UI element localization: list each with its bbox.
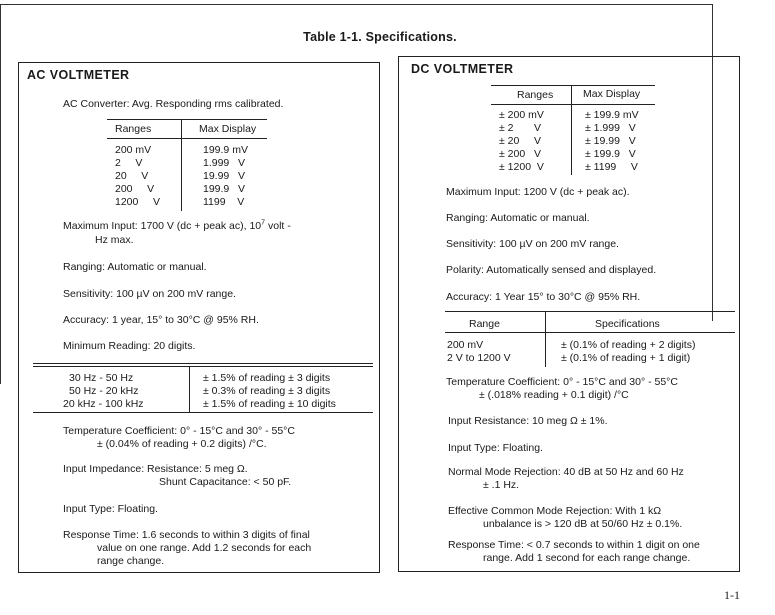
table-rule bbox=[33, 412, 373, 413]
dc-range-cell: ± 200 V bbox=[499, 148, 541, 160]
dc-range-cell: ± 1200 V bbox=[499, 161, 544, 173]
dc-display-cell: ± 199.9 V bbox=[585, 148, 636, 160]
ac-display-cell: 1.999 V bbox=[203, 157, 246, 169]
dc-range-cell: ± 2 V bbox=[499, 122, 541, 134]
ac-ranges-header: Ranges bbox=[115, 123, 152, 135]
ac-max-input-exponent: 7 bbox=[261, 219, 266, 227]
dc-response-time-line2: range. Add 1 second for each range change. bbox=[483, 552, 691, 564]
ac-converter: AC Converter: Avg. Responding rms calibrated. bbox=[63, 98, 284, 110]
dc-voltmeter-panel bbox=[398, 56, 740, 572]
dc-display-cell: ± 19.99 V bbox=[585, 135, 636, 147]
dc-normal-mode-rejection: Normal Mode Rejection: 40 dB at 50 Hz and 60 Hz bbox=[448, 466, 684, 478]
ac-ranging: Ranging: Automatic or manual. bbox=[63, 261, 207, 273]
ac-response-time-line3: range change. bbox=[97, 555, 165, 567]
ac-input-impedance: Input Impedance: Resistance: 5 meg Ω. bbox=[63, 463, 248, 475]
dc-spec-value: ± (0.1% of reading + 2 digits) bbox=[561, 339, 696, 351]
dc-temp-coeff-line2: ± (.018% reading + 0.1 digit) /°C bbox=[479, 389, 629, 401]
ac-max-input bbox=[63, 220, 291, 233]
ac-display-cell: 1199 V bbox=[203, 196, 245, 208]
page-title: Table 1-1. Specifications. bbox=[303, 30, 457, 44]
dc-ranging: Ranging: Automatic or manual. bbox=[446, 212, 590, 224]
ac-range-cell: 200 mV bbox=[115, 144, 152, 156]
table-rule bbox=[107, 138, 267, 139]
dc-input-type: Input Type: Floating. bbox=[448, 442, 543, 454]
frame-line-top bbox=[0, 4, 713, 5]
ac-freq-band: 30 Hz - 50 Hz bbox=[69, 372, 134, 384]
dc-temp-coeff: Temperature Coefficient: 0° - 15°C and 30° - 55°C bbox=[446, 376, 678, 388]
dc-spec-range: 200 mV bbox=[447, 339, 484, 351]
ac-ranges-table bbox=[107, 119, 267, 211]
ac-maxdisplay-header: Max Display bbox=[199, 123, 257, 135]
ac-sensitivity: Sensitivity: 100 µV on 200 mV range. bbox=[63, 288, 236, 300]
ac-display-cell: 199.9 V bbox=[203, 183, 246, 195]
dc-maxdisplay-header: Max Display bbox=[583, 88, 641, 100]
ac-temp-coeff: Temperature Coefficient: 0° - 15°C and 30° - 55°C bbox=[63, 425, 295, 437]
dc-range-cell: ± 200 mV bbox=[499, 109, 544, 121]
ac-freq-band: 20 kHz - 100 kHz bbox=[63, 398, 144, 410]
dc-range-header: Range bbox=[469, 318, 500, 330]
dc-accuracy: Accuracy: 1 Year 15° to 30°C @ 95% RH. bbox=[446, 291, 641, 303]
table-rule bbox=[107, 119, 267, 120]
ac-response-time: Response Time: 1.6 seconds to within 3 digits of final bbox=[63, 529, 310, 541]
table-divider bbox=[181, 119, 182, 211]
dc-spec-table bbox=[445, 311, 735, 367]
ac-freq-spec: ± 0.3% of reading ± 3 digits bbox=[203, 385, 331, 397]
table-rule bbox=[491, 104, 655, 105]
ac-range-cell: 200 V bbox=[115, 183, 155, 195]
table-divider bbox=[545, 311, 546, 367]
ac-input-impedance-line2: Shunt Capacitance: < 50 pF. bbox=[159, 476, 292, 488]
ac-max-input-line2: Hz max. bbox=[95, 234, 134, 246]
dc-spec-range: 2 V to 1200 V bbox=[447, 352, 511, 364]
ac-voltmeter-panel bbox=[18, 62, 380, 573]
dc-polarity: Polarity: Automatically sensed and displayed. bbox=[446, 264, 657, 276]
dc-range-cell: ± 20 V bbox=[499, 135, 541, 147]
dc-display-cell: ± 1199 V bbox=[585, 161, 638, 173]
ac-min-reading: Minimum Reading: 20 digits. bbox=[63, 340, 196, 352]
ac-display-cell: 19.99 V bbox=[203, 170, 246, 182]
ac-response-time-line2: value on one range. Add 1.2 seconds for each bbox=[97, 542, 312, 554]
ac-freq-band: 50 Hz - 20 kHz bbox=[69, 385, 139, 397]
ac-max-input-text: Maximum Input: 1700 V (dc + peak ac), 10 bbox=[63, 220, 262, 232]
ac-temp-coeff-line2: ± (0.04% of reading + 0.2 digits) /°C. bbox=[97, 438, 267, 450]
table-rule bbox=[445, 332, 735, 333]
dc-input-resistance: Input Resistance: 10 meg Ω ± 1%. bbox=[448, 415, 608, 427]
dc-specifications-header: Specifications bbox=[595, 318, 660, 330]
dc-ranges-header: Ranges bbox=[517, 89, 554, 101]
table-rule bbox=[445, 311, 735, 312]
ac-range-cell: 2 V bbox=[115, 157, 143, 169]
dc-spec-value: ± (0.1% of reading + 1 digit) bbox=[561, 352, 691, 364]
table-divider bbox=[571, 85, 572, 175]
ac-frequency-table bbox=[19, 363, 379, 413]
dc-display-cell: ± 1.999 V bbox=[585, 122, 636, 134]
table-rule bbox=[491, 85, 655, 86]
ac-heading: AC VOLTMETER bbox=[27, 68, 130, 82]
dc-ranges-table bbox=[491, 85, 655, 175]
ac-range-cell: 1200 V bbox=[115, 196, 160, 208]
page-number: 1-1 bbox=[724, 588, 740, 602]
ac-input-type: Input Type: Floating. bbox=[63, 503, 158, 515]
dc-sensitivity: Sensitivity: 100 µV on 200 mV range. bbox=[446, 238, 619, 250]
ac-max-input-text-end: volt - bbox=[265, 220, 291, 232]
ac-freq-spec: ± 1.5% of reading ± 3 digits bbox=[203, 372, 331, 384]
dc-normal-mode-rejection-line2: ± .1 Hz. bbox=[483, 479, 520, 491]
dc-common-mode-rejection-line2: unbalance is > 120 dB at 50/60 Hz ± 0.1%. bbox=[483, 518, 683, 530]
ac-range-cell: 20 V bbox=[115, 170, 149, 182]
table-divider bbox=[189, 366, 190, 413]
table-rule bbox=[33, 366, 373, 367]
dc-common-mode-rejection: Effective Common Mode Rejection: With 1 kΩ bbox=[448, 505, 662, 517]
ac-accuracy: Accuracy: 1 year, 15° to 30°C @ 95% RH. bbox=[63, 314, 259, 326]
ac-freq-spec: ± 1.5% of reading ± 10 digits bbox=[203, 398, 336, 410]
dc-max-input: Maximum Input: 1200 V (dc + peak ac). bbox=[446, 186, 630, 198]
table-rule bbox=[33, 363, 373, 364]
frame-line-left bbox=[0, 4, 1, 384]
dc-response-time: Response Time: < 0.7 seconds to within 1 digit on one bbox=[448, 539, 700, 551]
dc-heading: DC VOLTMETER bbox=[411, 62, 514, 76]
ac-display-cell: 199.9 mV bbox=[203, 144, 248, 156]
dc-display-cell: ± 199.9 mV bbox=[585, 109, 639, 121]
